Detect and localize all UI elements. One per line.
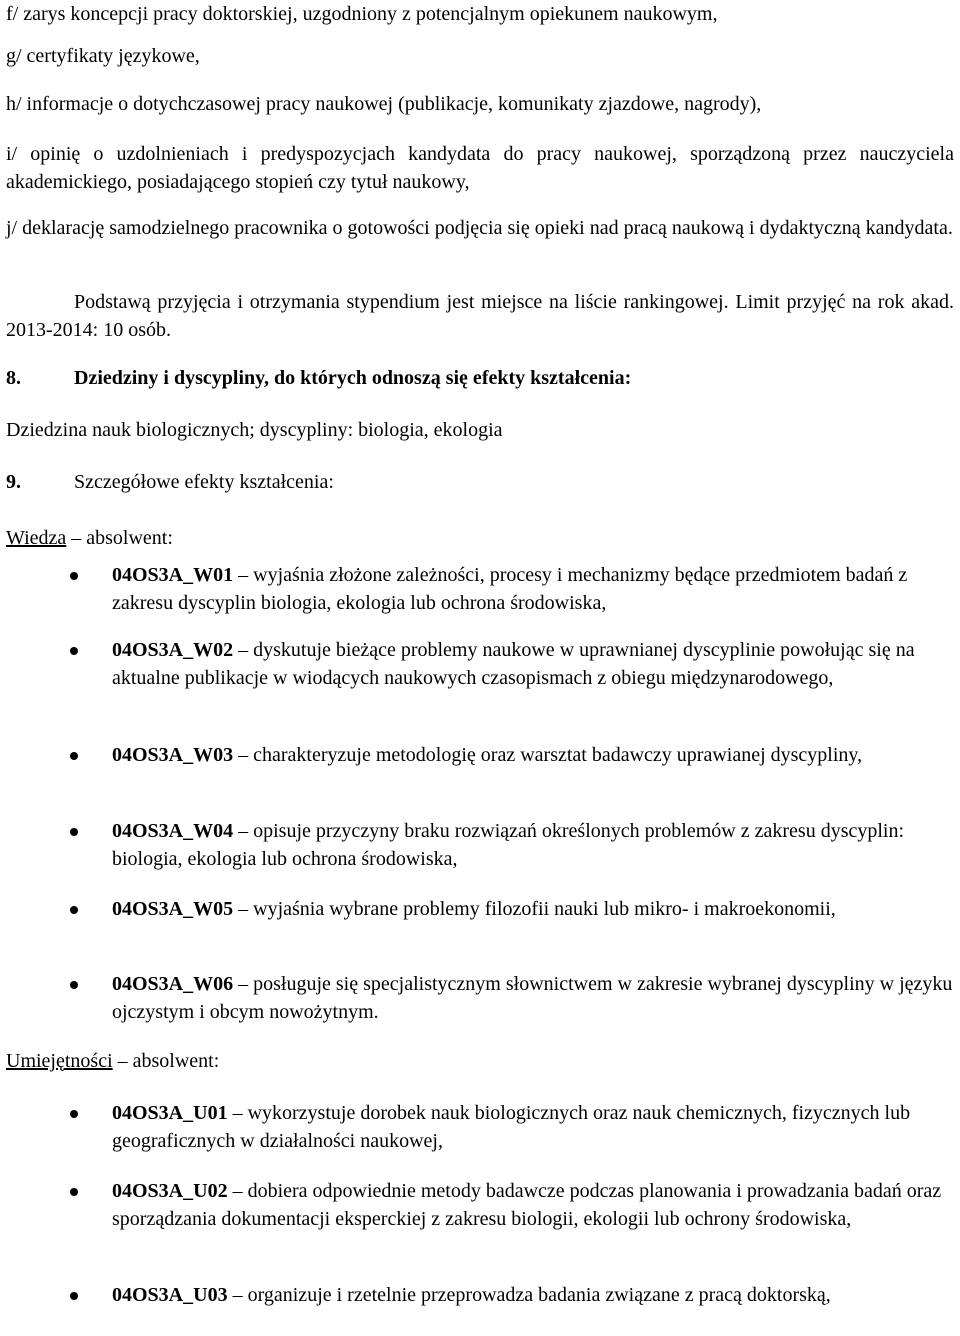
bullet-icon	[70, 572, 78, 580]
outcome-code: 04OS3A_W06	[112, 973, 234, 995]
outcome-text	[112, 741, 958, 769]
bullet-icon	[70, 981, 78, 989]
outcome-description: – organizuje i rzetelnie przeprowadza badania związane z pracą doktorską,	[227, 1284, 831, 1306]
wiedza-heading	[6, 524, 173, 552]
outcome-text	[112, 1099, 958, 1155]
outcome-text	[112, 817, 958, 873]
bullet-icon	[70, 828, 78, 836]
umiejetnosci-suffix: – absolwent:	[112, 1050, 220, 1072]
outcome-code: 04OS3A_W03	[112, 744, 234, 766]
umiejetnosci-label: Umiejętności	[6, 1050, 113, 1072]
outcome-description: – dyskutuje bieżące problemy naukowe w uprawnianej dyscyplinie powołując się na aktualne publikacje w wiodących naukowych czasopismach z obiegu międzynarodowego,	[112, 639, 915, 689]
umiejetnosci-heading	[6, 1047, 219, 1075]
list-item-i: i/ opinię o uzdolnieniach i predyspozycjach kandydata do pracy naukowej, sporządzoną przez nauczyciela akademickiego, posiadającego stopień czy tytuł naukowy,	[6, 143, 954, 193]
bullet-icon	[70, 1110, 78, 1118]
list-item-j: j/ deklarację samodzielnego pracownika o gotowości podjęcia się opieki nad pracą naukową i dydaktyczną kandydata.	[6, 217, 953, 239]
bullet-icon	[70, 1188, 78, 1196]
outcome-text	[112, 970, 958, 1026]
outcome-code: 04OS3A_W04	[112, 820, 234, 842]
bullet-icon	[70, 647, 78, 655]
outcome-text	[112, 895, 958, 923]
outcome-description: – posługuje się specjalistycznym słownictwem w zakresie wybranej dyscypliny w języku ojczystym i obcym nowożytnym.	[112, 973, 953, 1023]
section-8-title: Dziedziny i dyscypliny, do których odnoszą się efekty kształcenia:	[74, 367, 632, 389]
outcome-description: – wyjaśnia złożone zależności, procesy i mechanizmy będące przedmiotem badań z zakresu dyscyplin biologia, ekologia lub ochrona środowiska,	[112, 564, 908, 614]
admission-note: Podstawą przyjęcia i otrzymania stypendium jest miejsce na liście rankingowej. Limit przyjęć na rok akad. 2013-2014: 10 osób.	[6, 291, 954, 341]
bullet-icon	[70, 752, 78, 760]
section-9-title: Szczegółowe efekty kształcenia:	[74, 471, 334, 493]
wiedza-suffix: – absolwent:	[66, 527, 173, 549]
section-9-heading	[6, 468, 334, 496]
section-8-body: Dziedzina nauk biologicznych; dyscypliny: biologia, ekologia	[6, 419, 503, 441]
outcome-text	[112, 636, 958, 692]
outcome-description: – opisuje przyczyny braku rozwiązań określonych problemów z zakresu dyscyplin: biologia, ekologia lub ochrona środowiska,	[112, 820, 905, 870]
list-item-f: f/ zarys koncepcji pracy doktorskiej, uzgodniony z potencjalnym opiekunem naukowym,	[6, 3, 718, 25]
outcome-code: 04OS3A_U03	[112, 1284, 228, 1306]
outcome-description: – wykorzystuje dorobek nauk biologicznych oraz nauk chemicznych, fizycznych lub geograficznych w działalności naukowej,	[112, 1102, 911, 1152]
outcome-description: – charakteryzuje metodologię oraz warsztat badawczy uprawianej dyscypliny,	[233, 744, 863, 766]
section-8-number: 8.	[6, 367, 21, 389]
list-item-g: g/ certyfikaty językowe,	[6, 45, 200, 67]
wiedza-label: Wiedza	[6, 527, 67, 549]
outcome-code: 04OS3A_U01	[112, 1102, 228, 1124]
bullet-icon	[70, 906, 78, 914]
bullet-icon	[70, 1292, 78, 1300]
section-8-heading	[6, 364, 631, 392]
outcome-text	[112, 1281, 958, 1309]
outcome-text	[112, 561, 958, 617]
outcome-description: – wyjaśnia wybrane problemy filozofii nauki lub mikro- i makroekonomii,	[233, 898, 836, 920]
outcome-code: 04OS3A_W05	[112, 898, 234, 920]
outcome-text	[112, 1177, 958, 1233]
outcome-description: – dobiera odpowiednie metody badawcze podczas planowania i prowadzania badań oraz sporządzania dokumentacji eksperckiej z zakresu biologii, ekologii lub ochrony środowiska,	[112, 1180, 942, 1230]
list-item-h: h/ informacje o dotychczasowej pracy naukowej (publikacje, komunikaty zjazdowe, nagrody),	[6, 93, 762, 115]
outcome-code: 04OS3A_W01	[112, 564, 234, 586]
section-9-number: 9.	[6, 471, 21, 493]
outcome-code: 04OS3A_W02	[112, 639, 234, 661]
outcome-code: 04OS3A_U02	[112, 1180, 228, 1202]
